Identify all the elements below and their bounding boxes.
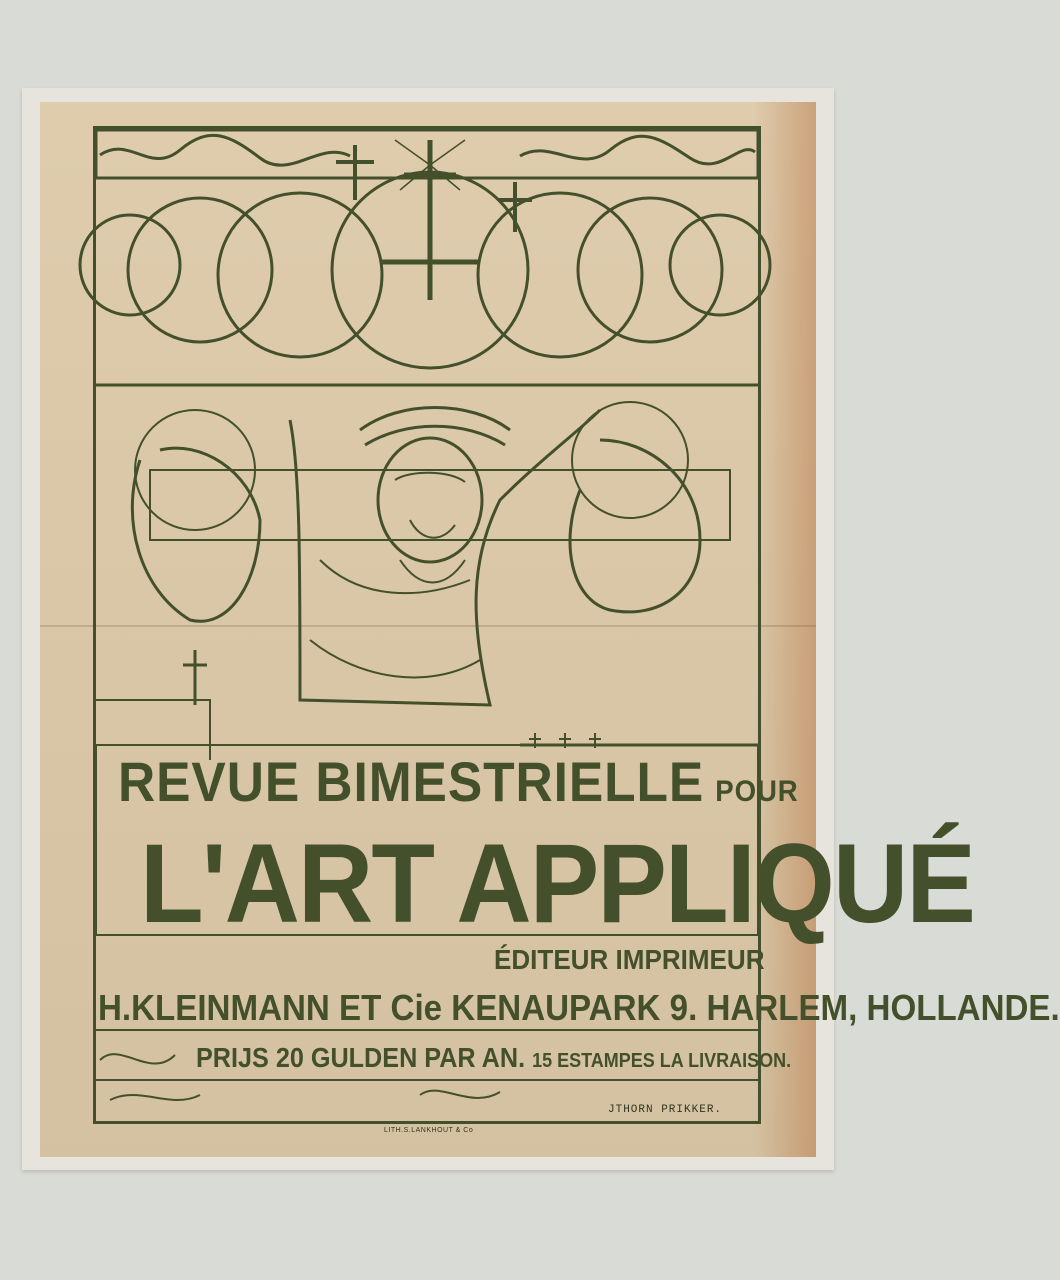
price-line [196,1044,791,1072]
price-detail: 15 ESTAMPES LA LIVRAISON. [532,1050,792,1072]
title-line-art-applique: L'ART APPLIQUÉ [140,821,974,946]
halo-disc-left-3 [80,215,180,315]
title-line-revue [118,750,799,813]
cross-beam [150,470,730,540]
title-pour-text: POUR [715,775,799,808]
halo-disc-left-1 [218,193,382,357]
fleur-cross [183,650,207,705]
left-hand [132,448,260,621]
editeur-imprimeur: ÉDITEUR IMPRIMEUR [494,944,765,975]
lithographer-imprint: LITH.S.LANKHOUT & Co [384,1127,474,1134]
artist-signature: JTHORN PRIKKER. [608,1104,723,1116]
cross-center [380,140,480,300]
price-main: PRIJS 20 GULDEN PAR AN. [196,1042,526,1073]
halo-disc-right-3 [670,215,770,315]
figure-body [290,410,600,705]
publisher-address: H.KLEINMANN ET Cie KENAUPARK 9. HARLEM, HOLLANDE. [98,987,1060,1028]
halo-disc-right-1 [478,193,642,357]
right-hand [570,440,700,612]
title-revue-text: REVUE BIMESTRIELLE [118,750,705,813]
figure-head [378,438,482,562]
